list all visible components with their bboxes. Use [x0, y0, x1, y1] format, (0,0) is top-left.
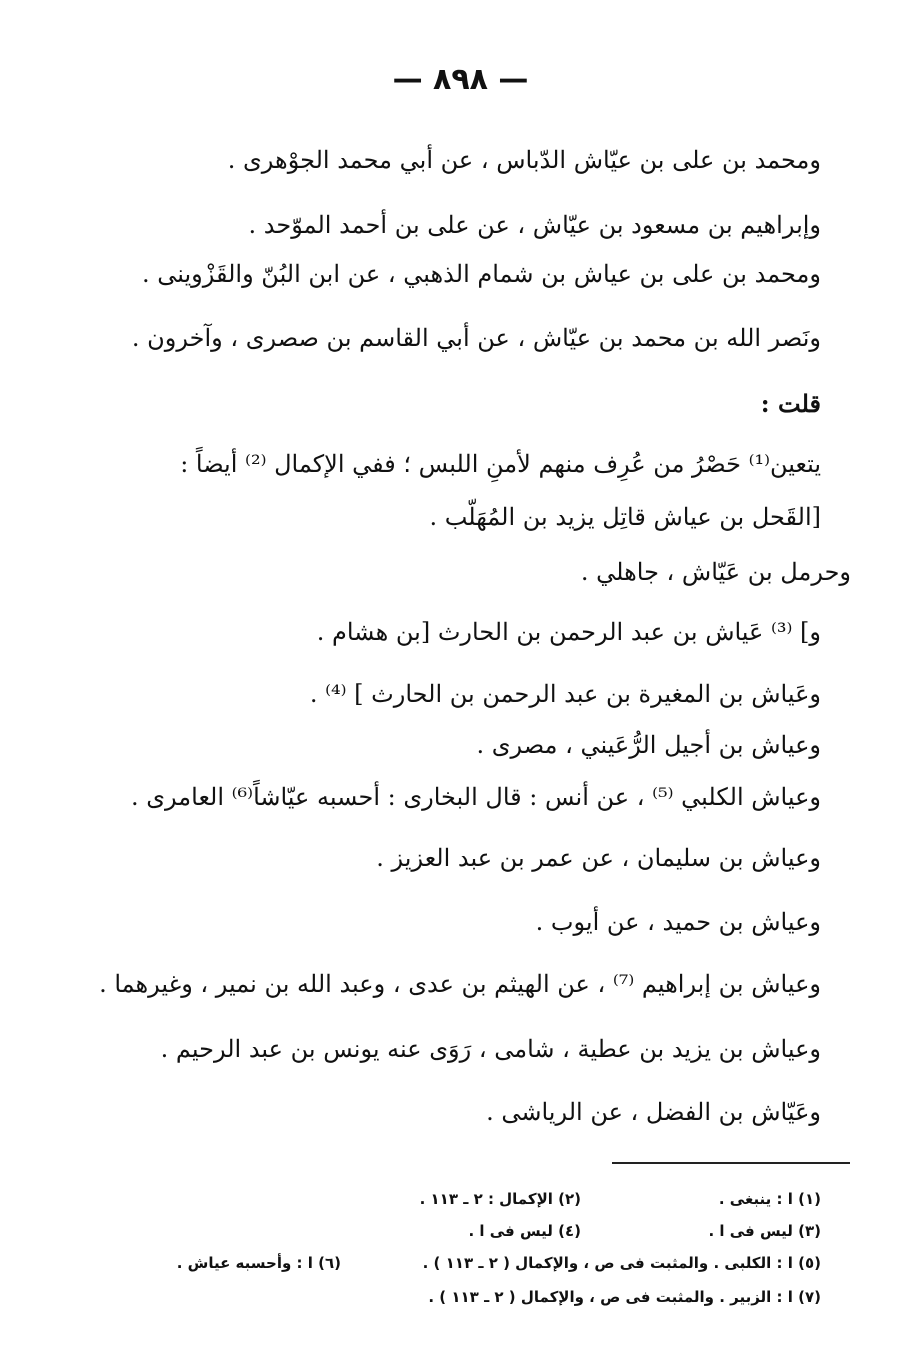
- text-line: وإبراهيم بن مسعود بن عيّاش ، عن على بن أحمد الموّحد .: [248, 211, 821, 239]
- text-line: وعياش بن سليمان ، عن عمر بن عبد العزيز .: [376, 844, 821, 872]
- text-line: وحرمل بن عَيّاش ، جاهلي .: [580, 558, 851, 586]
- footnote: (٢) الإكمال : ٢ ـ ١١٣ .: [419, 1190, 581, 1208]
- page-number: — ٨٩٨ —: [392, 62, 529, 97]
- text-line: ونَصر الله بن محمد بن عيّاش ، عن أبي القاسم بن صصرى ، وآخرون .: [131, 324, 821, 352]
- text-line: وعَيّاش بن الفضل ، عن الرياشى .: [486, 1098, 821, 1126]
- section-heading: قلت :: [760, 389, 821, 418]
- footnote: (١) ا : ينبغى .: [718, 1190, 821, 1208]
- footnote: (٧) ا : الزبير . والمثبت فى ص ، والإكمال ( ٢ ـ ١١٣ ) .: [428, 1288, 821, 1306]
- text-line: وعياش الكلبي ⁽⁵⁾ ، عن أنس : قال البخارى : أحسبه عيّاشاً⁽⁶⁾ العامرى .: [131, 783, 821, 811]
- text-line: وعياش بن إبراهيم ⁽⁷⁾ ، عن الهيثم بن عدى ، وعبد الله بن نمير ، وغيرهما .: [99, 970, 821, 998]
- text-line: وعياش بن يزيد بن عطية ، شامى ، رَوَى عنه يونس بن عبد الرحيم .: [160, 1035, 821, 1063]
- text-line: وعياش بن حميد ، عن أيوب .: [535, 908, 821, 936]
- footnote: (٣) ليس فى ا .: [708, 1222, 821, 1240]
- footnote: (٦) ا : وأحسبه عياش .: [176, 1254, 341, 1272]
- text-line: وعياش بن أجيل الرُّعَيني ، مصرى .: [476, 731, 821, 759]
- text-line: [القَحل بن عياش قاتِل يزيد بن المُهَلّب .: [429, 503, 821, 531]
- text-line: يتعين⁽¹⁾ حَصْرُ من عُرِف منهم لأمنِ اللبس ؛ ففي الإكمال ⁽²⁾ أيضاً :: [180, 450, 821, 478]
- text-line: وعَياش بن المغيرة بن عبد الرحمن بن الحارث ] ⁽⁴⁾ .: [309, 680, 821, 708]
- footnote-divider: [612, 1162, 850, 1164]
- text-line: و] ⁽³⁾ عَياش بن عبد الرحمن بن الحارث [بن هشام .: [316, 618, 821, 646]
- text-line: ومحمد بن على بن عياش بن شمام الذهبي ، عن ابن البُنّ والقَزْوينى .: [141, 260, 821, 288]
- footnote: (٤) ليس فى ا .: [468, 1222, 581, 1240]
- text-line: ومحمد بن على بن عيّاش الدّباس ، عن أبي محمد الجوْهرى .: [227, 146, 821, 174]
- footnote: (٥) ا : الكلبى . والمثبت فى ص ، والإكمال ( ٢ ـ ١١٣ ) .: [422, 1254, 821, 1272]
